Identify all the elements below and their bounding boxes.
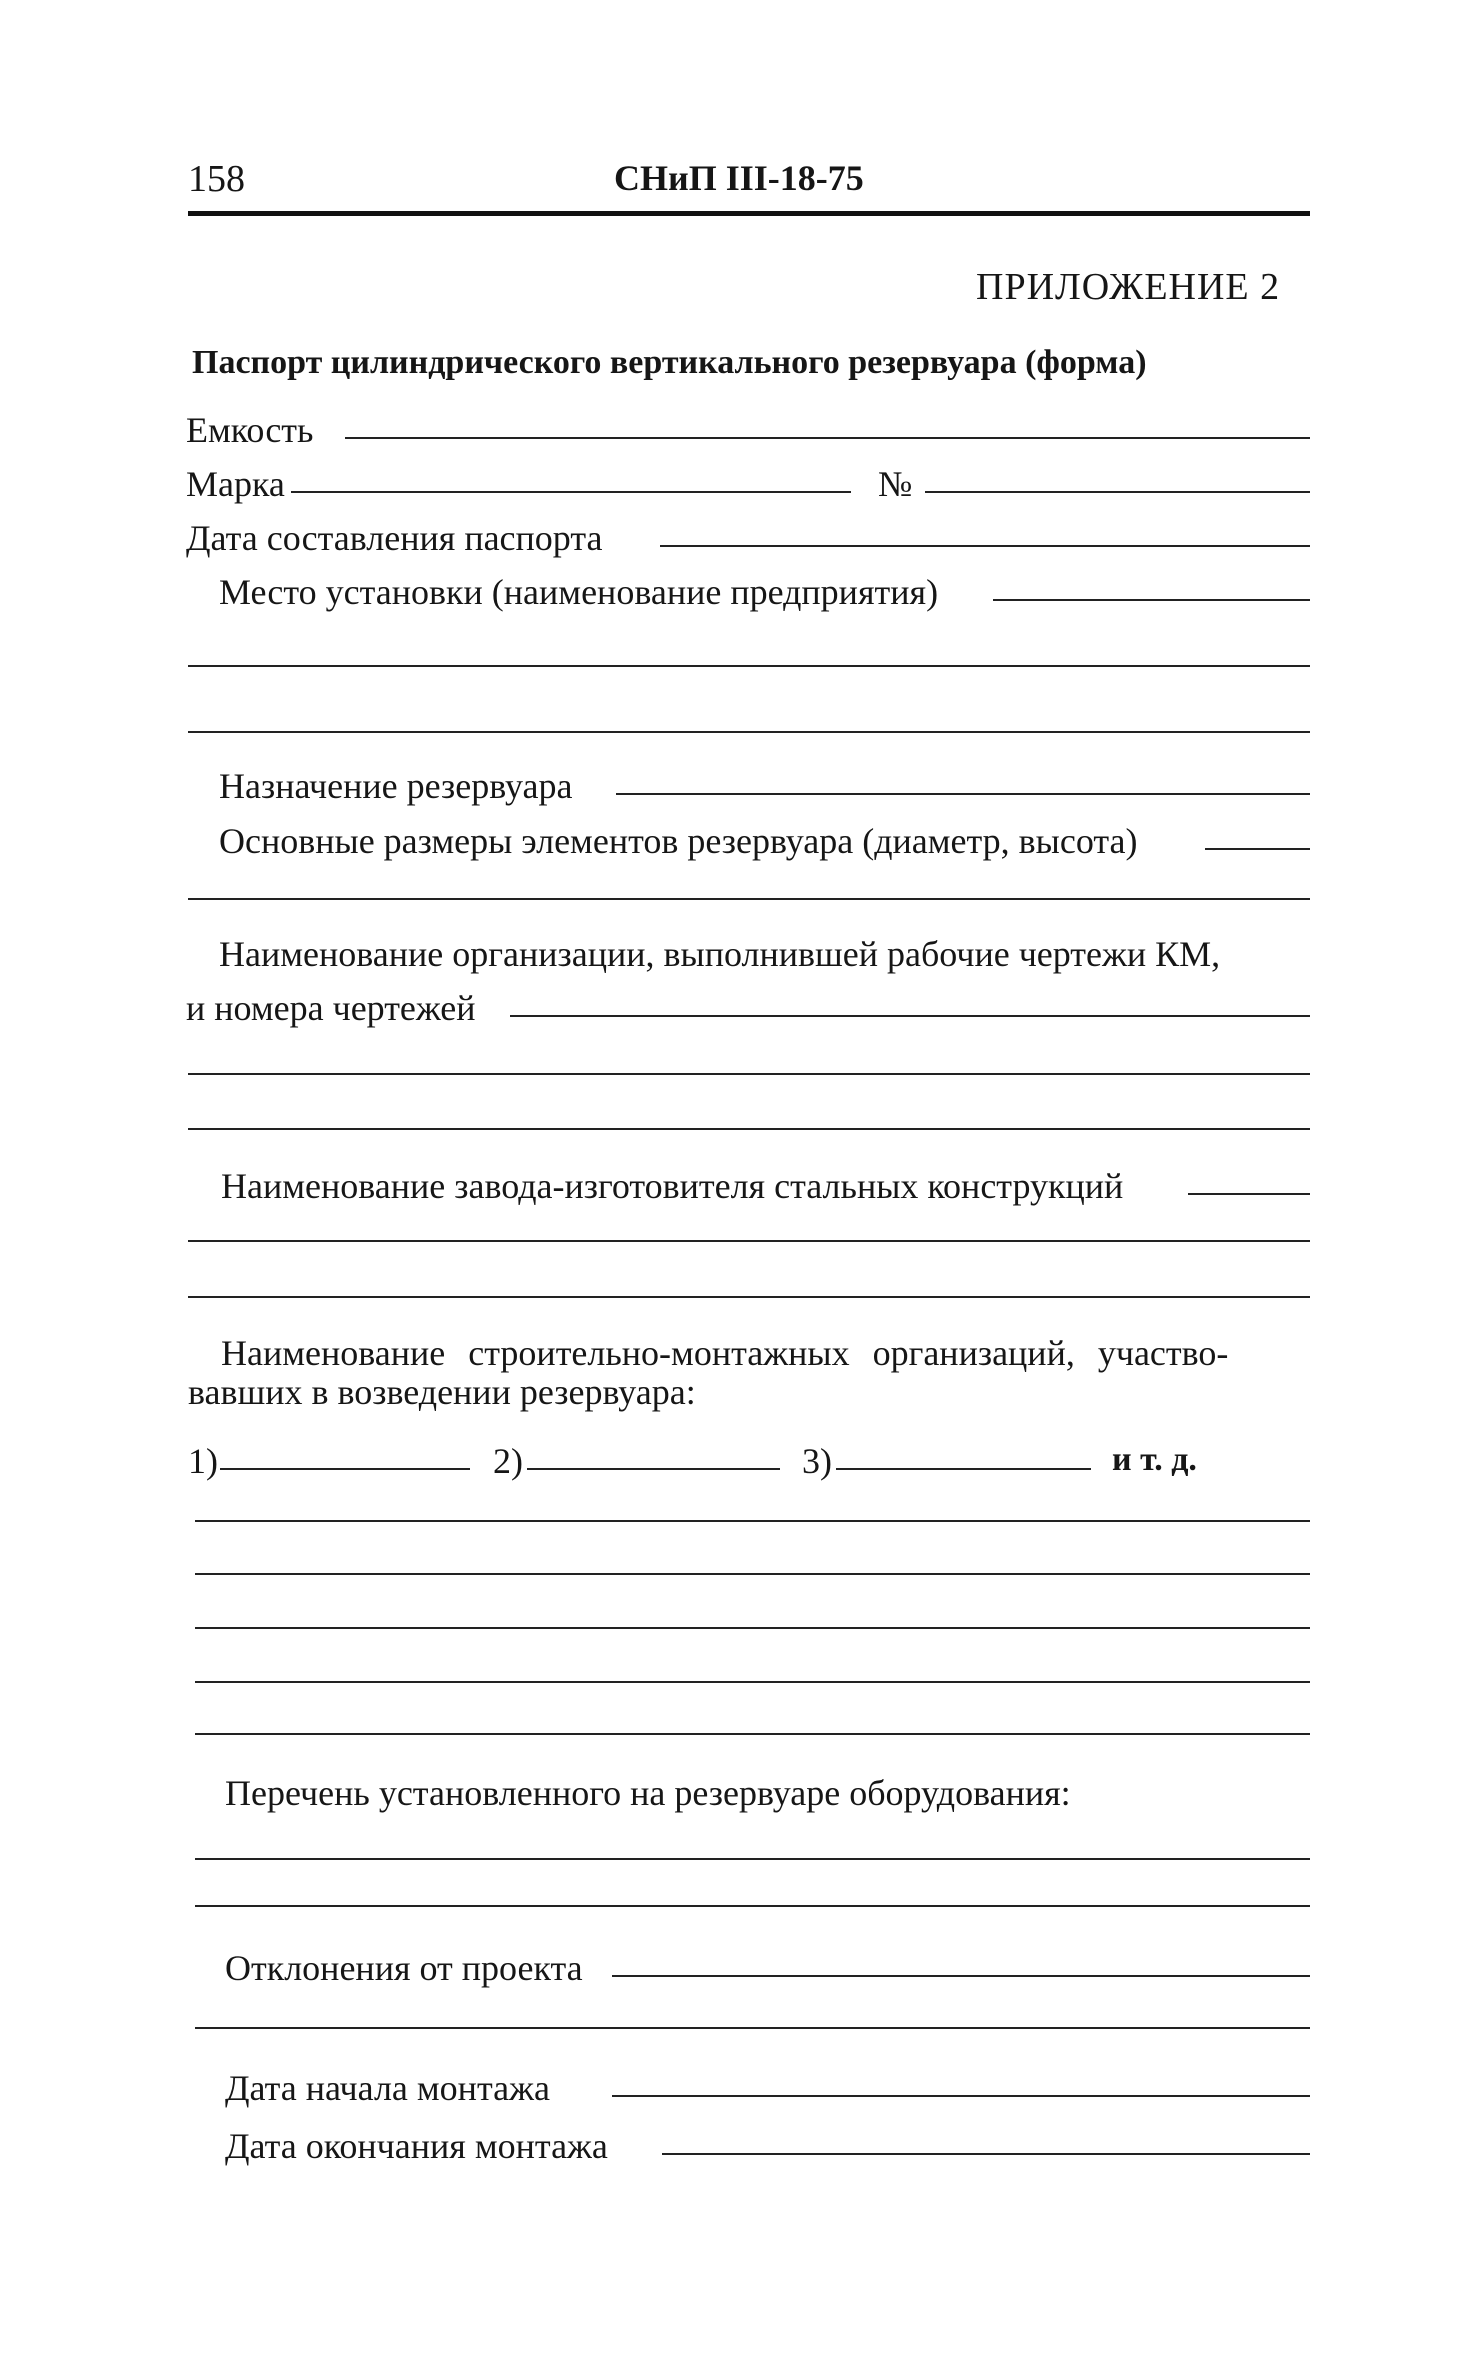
deviations-label: Отклонения от проекта — [225, 1948, 583, 1988]
location-label: Место установки (наименование предприятия) — [219, 572, 939, 612]
manufacturer-label: Наименование завода-изготовителя стальных конструкций — [221, 1166, 1124, 1206]
orgs-field-line-4[interactable] — [195, 1681, 1310, 1683]
brand-label: Марка — [186, 464, 285, 504]
orgs-field-line-5[interactable] — [195, 1733, 1310, 1735]
capacity-field[interactable] — [345, 437, 1310, 439]
dimensions-field-line-2[interactable] — [188, 898, 1310, 900]
number-field[interactable] — [925, 491, 1310, 493]
document-code: СНиП III-18-75 — [614, 158, 864, 198]
design-org-label-line-1: Наименование организации, выполнившей рабочие чертежи КМ, — [219, 934, 1221, 974]
equipment-field-line-1[interactable] — [195, 1858, 1310, 1860]
orgs-field-line-3[interactable] — [195, 1627, 1310, 1629]
equipment-label: Перечень установленного на резервуаре оборудования: — [225, 1773, 1071, 1813]
passport-date-label: Дата составления паспорта — [186, 518, 603, 558]
manufacturer-field[interactable] — [1188, 1193, 1310, 1195]
deviations-field[interactable] — [612, 1975, 1310, 1977]
brand-field[interactable] — [291, 491, 851, 493]
purpose-label: Назначение резервуара — [219, 766, 573, 806]
design-org-label-line-2: и номера чертежей — [186, 988, 476, 1028]
capacity-label: Емкость — [186, 410, 314, 450]
end-date-field[interactable] — [662, 2153, 1310, 2155]
orgs-field-line-1[interactable] — [195, 1520, 1310, 1522]
deviations-field-line-2[interactable] — [195, 2027, 1310, 2029]
equipment-field-line-2[interactable] — [195, 1905, 1310, 1907]
design-org-field-line-2[interactable] — [188, 1073, 1310, 1075]
start-date-field[interactable] — [612, 2095, 1310, 2097]
header-rule — [188, 211, 1310, 216]
location-field-line-2[interactable] — [188, 665, 1310, 667]
dimensions-label: Основные размеры элементов резервуара (диаметр, высота) — [219, 821, 1138, 861]
org-1-field[interactable] — [220, 1468, 470, 1470]
end-date-label: Дата окончания монтажа — [225, 2126, 608, 2166]
manufacturer-field-line-3[interactable] — [188, 1296, 1310, 1298]
orgs-field-line-2[interactable] — [195, 1573, 1310, 1575]
design-org-field-line-3[interactable] — [188, 1128, 1310, 1130]
appendix-title: ПРИЛОЖЕНИЕ 2 — [976, 266, 1281, 308]
location-field[interactable] — [993, 599, 1310, 601]
dimensions-field[interactable] — [1205, 848, 1310, 850]
enum-1-label: 1) — [188, 1441, 218, 1481]
manufacturer-field-line-2[interactable] — [188, 1240, 1310, 1242]
number-label: № — [878, 464, 913, 504]
start-date-label: Дата начала монтажа — [225, 2068, 550, 2108]
enum-2-label: 2) — [493, 1441, 523, 1481]
location-field-line-3[interactable] — [188, 731, 1310, 733]
construction-orgs-label-line-2: вавших в возведении резервуара: — [188, 1372, 696, 1412]
org-3-field[interactable] — [836, 1468, 1091, 1470]
org-2-field[interactable] — [527, 1468, 780, 1470]
construction-orgs-label-line-1: Наименование строительно-монтажных организаций, участво- — [221, 1333, 1229, 1373]
form-title: Паспорт цилиндрического вертикального резервуара (форма) — [192, 344, 1147, 381]
page-number: 158 — [188, 158, 245, 200]
design-org-field[interactable] — [510, 1015, 1310, 1017]
purpose-field[interactable] — [616, 793, 1310, 795]
passport-date-field[interactable] — [660, 545, 1310, 547]
enum-3-label: 3) — [802, 1441, 832, 1481]
etc-label: и т. д. — [1112, 1441, 1197, 1478]
